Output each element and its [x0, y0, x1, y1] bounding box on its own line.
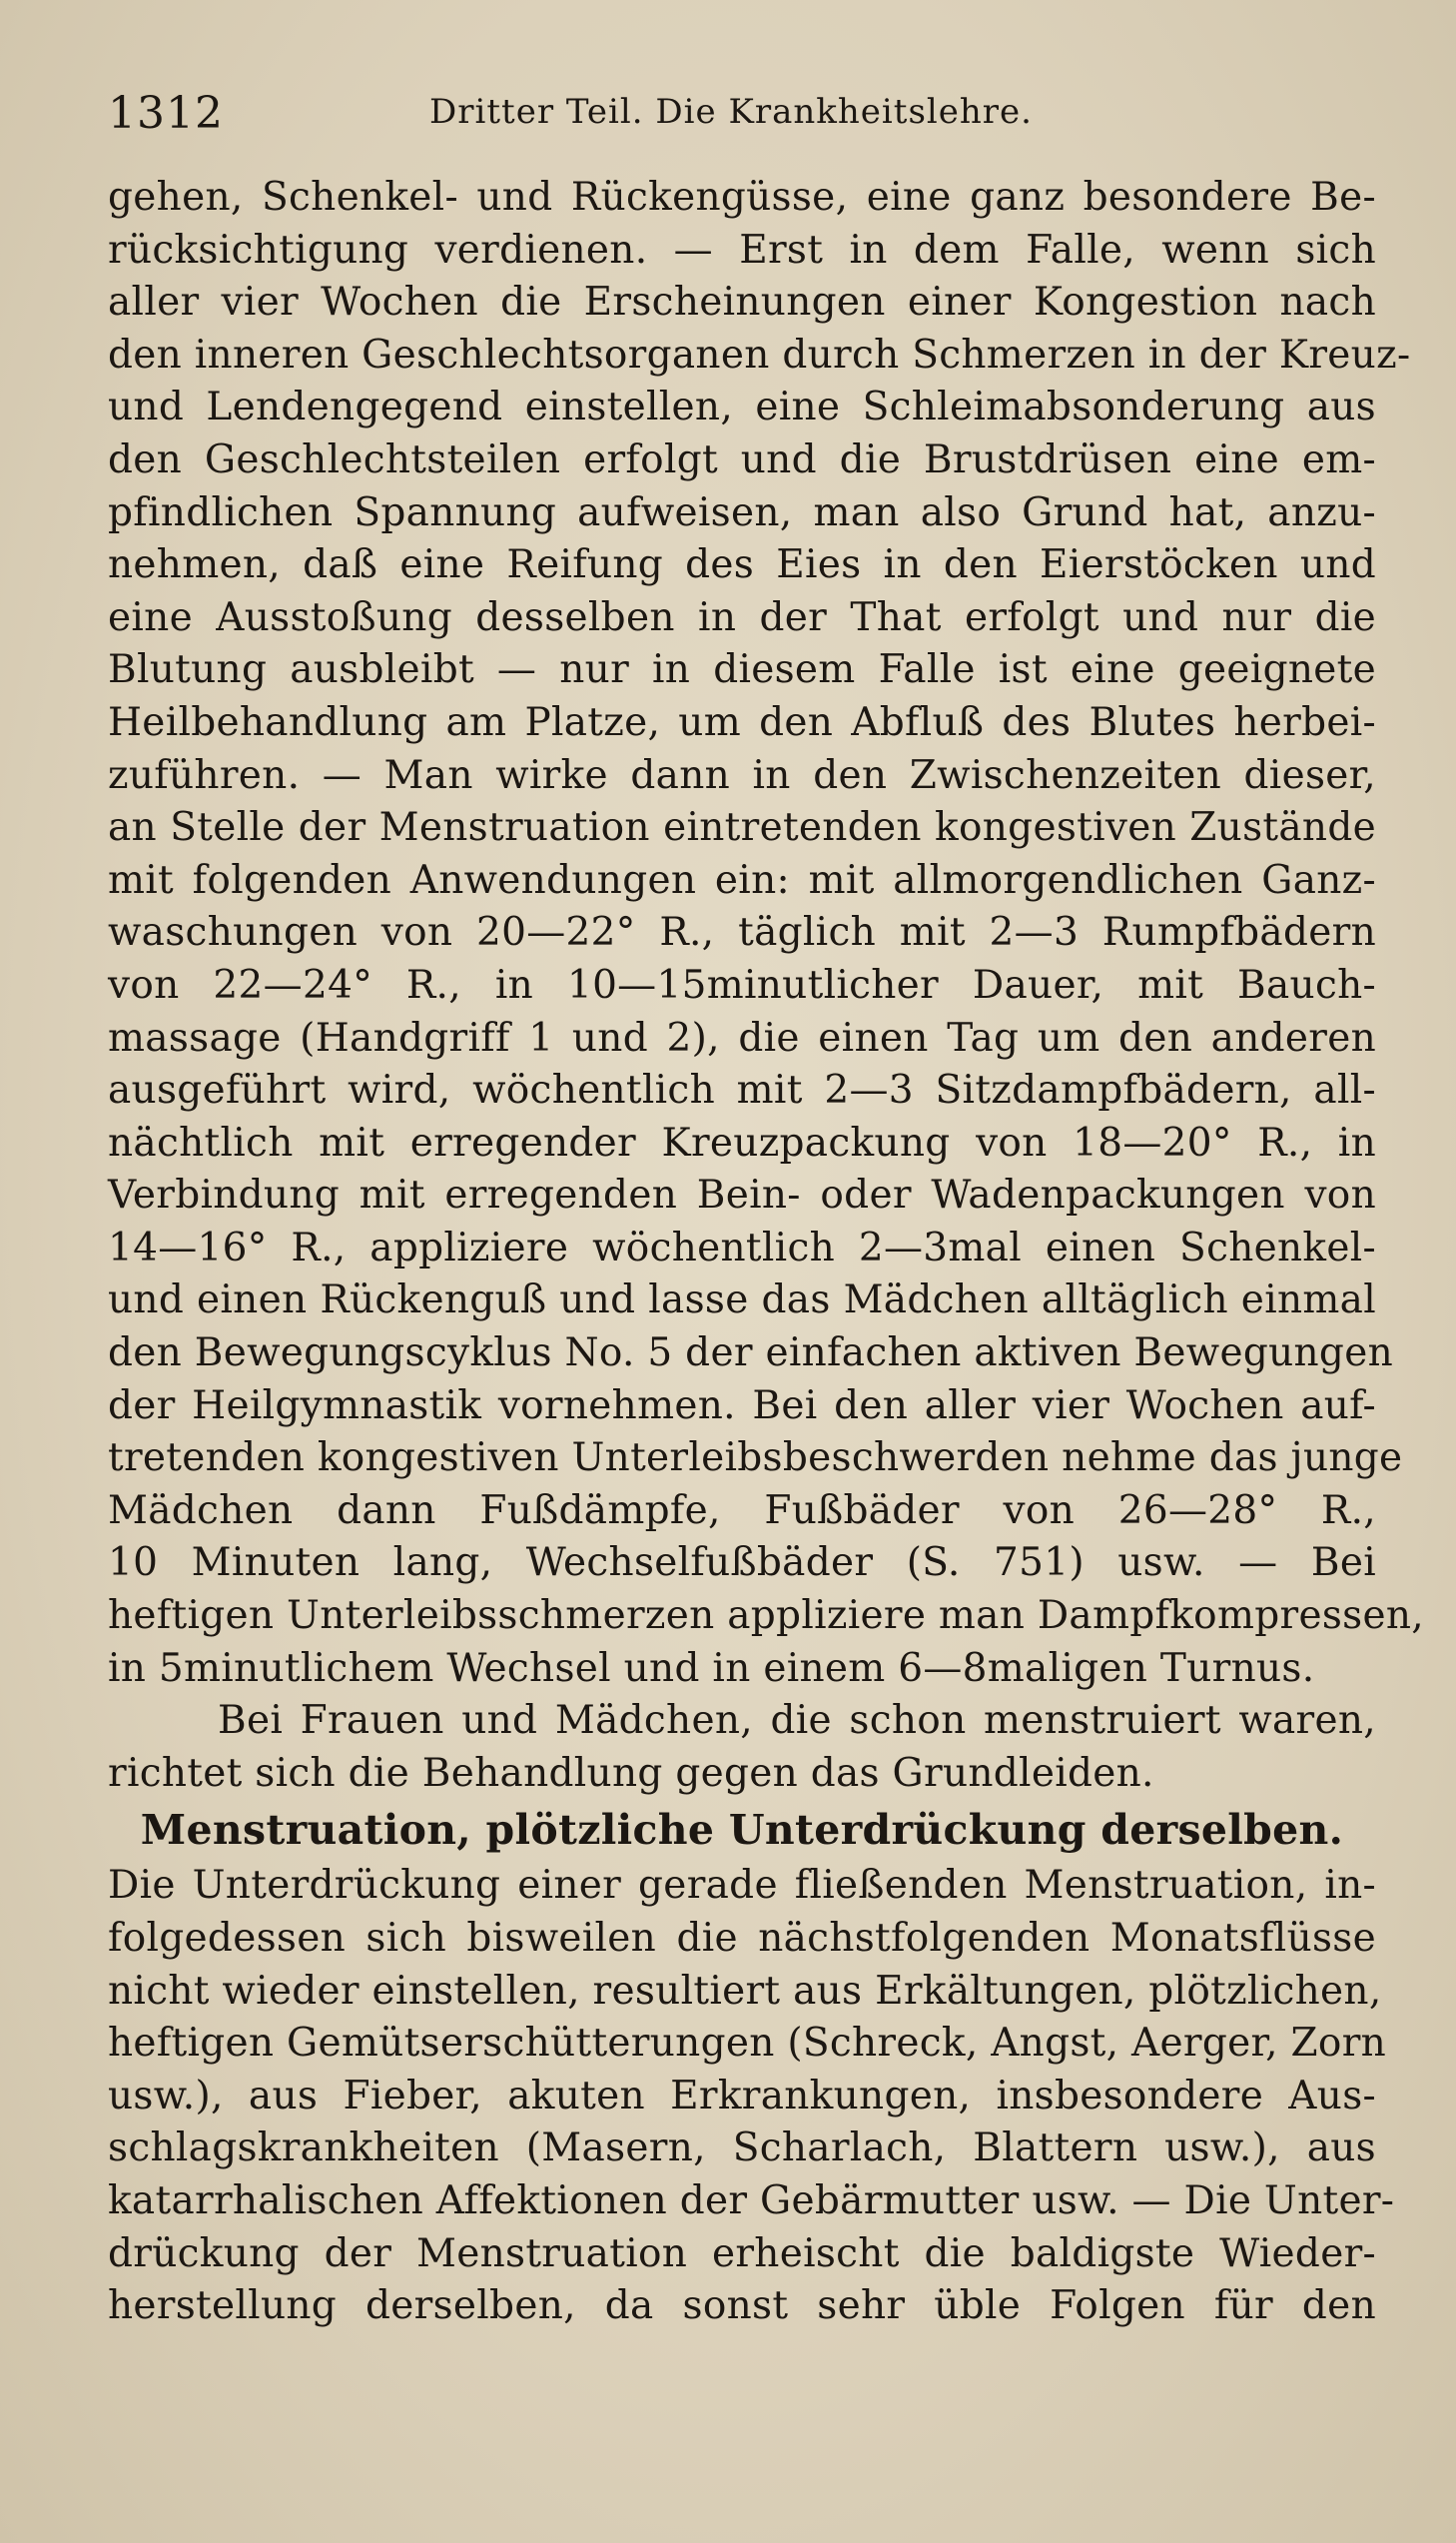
text-line: nicht wieder einstellen, resultiert aus Erkältungen, plötzlichen,: [108, 1968, 1382, 2014]
text-line: den Bewegungscyklus No. 5 der einfachen aktiven Bewegungen: [108, 1330, 1393, 1376]
text-line: 10 Minuten lang, Wechselfußbäder (S. 751) usw. — Bei: [108, 1540, 1376, 1586]
text-line: heftigen Unterleibsschmerzen appliziere man Dampfkompressen,: [108, 1593, 1424, 1639]
text-line: nehmen, daß eine Reifung des Eies in den Eierstöcken und: [108, 542, 1376, 588]
text-line: Bei Frauen und Mädchen, die schon menstruiert waren,: [218, 1698, 1376, 1744]
text-line: eine Ausstoßung desselben in der That erfolgt und nur die: [108, 594, 1376, 640]
text-line: Blutung ausbleibt — nur in diesem Falle ist eine geeignete: [108, 647, 1376, 693]
text-line: der Heilgymnastik vornehmen. Bei den aller vier Wochen auf-: [108, 1382, 1376, 1428]
text-line: tretenden kongestiven Unterleibsbeschwerden nehme das junge: [108, 1435, 1403, 1481]
text-line: usw.), aus Fieber, akuten Erkrankungen, insbesondere Aus-: [108, 2073, 1376, 2119]
text-line: katarrhalischen Affektionen der Gebärmutter usw. — Die Unter-: [108, 2177, 1395, 2223]
running-head: [108, 88, 1376, 148]
text-line: den Geschlechtsteilen erfolgt und die Brustdrüsen eine em-: [108, 436, 1376, 482]
text-line: ausgeführt wird, wöchentlich mit 2—3 Sitzdampfbädern, all-: [108, 1068, 1376, 1114]
text-line: zuführen. — Man wirke dann in den Zwischenzeiten dieser,: [108, 752, 1376, 798]
text-line: drückung der Menstruation erheischt die baldigste Wieder-: [108, 2230, 1376, 2276]
text-line: Heilbehandlung am Platze, um den Abfluß des Blutes herbei-: [108, 699, 1376, 745]
text-line: an Stelle der Menstruation eintretenden kongestiven Zustände: [108, 805, 1376, 851]
page-number: 1312: [108, 88, 224, 139]
text-line: mit folgenden Anwendungen ein: mit allmorgendlichen Ganz-: [108, 857, 1376, 903]
text-line: 14—16° R., appliziere wöchentlich 2—3mal einen Schenkel-: [108, 1225, 1376, 1271]
text-line: von 22—24° R., in 10—15minutlicher Dauer, mit Bauch-: [108, 962, 1376, 1008]
text-line: gehen, Schenkel- und Rückengüsse, eine ganz besondere Be-: [108, 175, 1376, 220]
text-line: Verbindung mit erregenden Bein- oder Wadenpackungen von: [108, 1173, 1376, 1219]
body-text: [108, 172, 1424, 2333]
running-title: Dritter Teil. Die Krankheitslehre.: [429, 92, 1033, 132]
text-line: aller vier Wochen die Erscheinungen einer Kongestion nach: [108, 280, 1376, 326]
text-line: richtet sich die Behandlung gegen das Grundleiden.: [108, 1750, 1154, 1796]
text-line: in 5minutlichem Wechsel und in einem 6—8maligen Turnus.: [108, 1645, 1315, 1691]
text-line: Mädchen dann Fußdämpfe, Fußbäder von 26—28° R.,: [108, 1487, 1376, 1533]
text-line: heftigen Gemütserschütterungen (Schreck, Angst, Aerger, Zorn: [108, 2021, 1387, 2067]
text-line: und Lendengegend einstellen, eine Schleimabsonderung aus: [108, 385, 1376, 430]
text-line: schlagskrankheiten (Masern, Scharlach, Blattern usw.), aus: [108, 2125, 1376, 2171]
section-heading: Menstruation, plötzliche Unterdrückung derselben.: [140, 1806, 1344, 1855]
text-line: Die Unterdrückung einer gerade fließenden Menstruation, in-: [108, 1863, 1376, 1909]
text-line: und einen Rückenguß und lasse das Mädchen alltäglich einmal: [108, 1277, 1376, 1323]
text-line: waschungen von 20—22° R., täglich mit 2—3 Rumpfbädern: [108, 910, 1376, 956]
text-line: nächtlich mit erregender Kreuzpackung von 18—20° R., in: [108, 1120, 1376, 1166]
text-line: rücksichtigung verdienen. — Erst in dem Falle, wenn sich: [108, 227, 1376, 273]
text-line: den inneren Geschlechtsorganen durch Schmerzen in der Kreuz-: [108, 332, 1411, 378]
text-line: massage (Handgriff 1 und 2), die einen Tag um den anderen: [108, 1015, 1376, 1061]
text-line: folgedessen sich bisweilen die nächstfolgenden Monatsflüsse: [108, 1916, 1376, 1961]
text-line: herstellung derselben, da sonst sehr üble Folgen für den: [108, 2283, 1376, 2329]
text-line: pfindlichen Spannung aufweisen, man also Grund hat, anzu-: [108, 489, 1376, 535]
